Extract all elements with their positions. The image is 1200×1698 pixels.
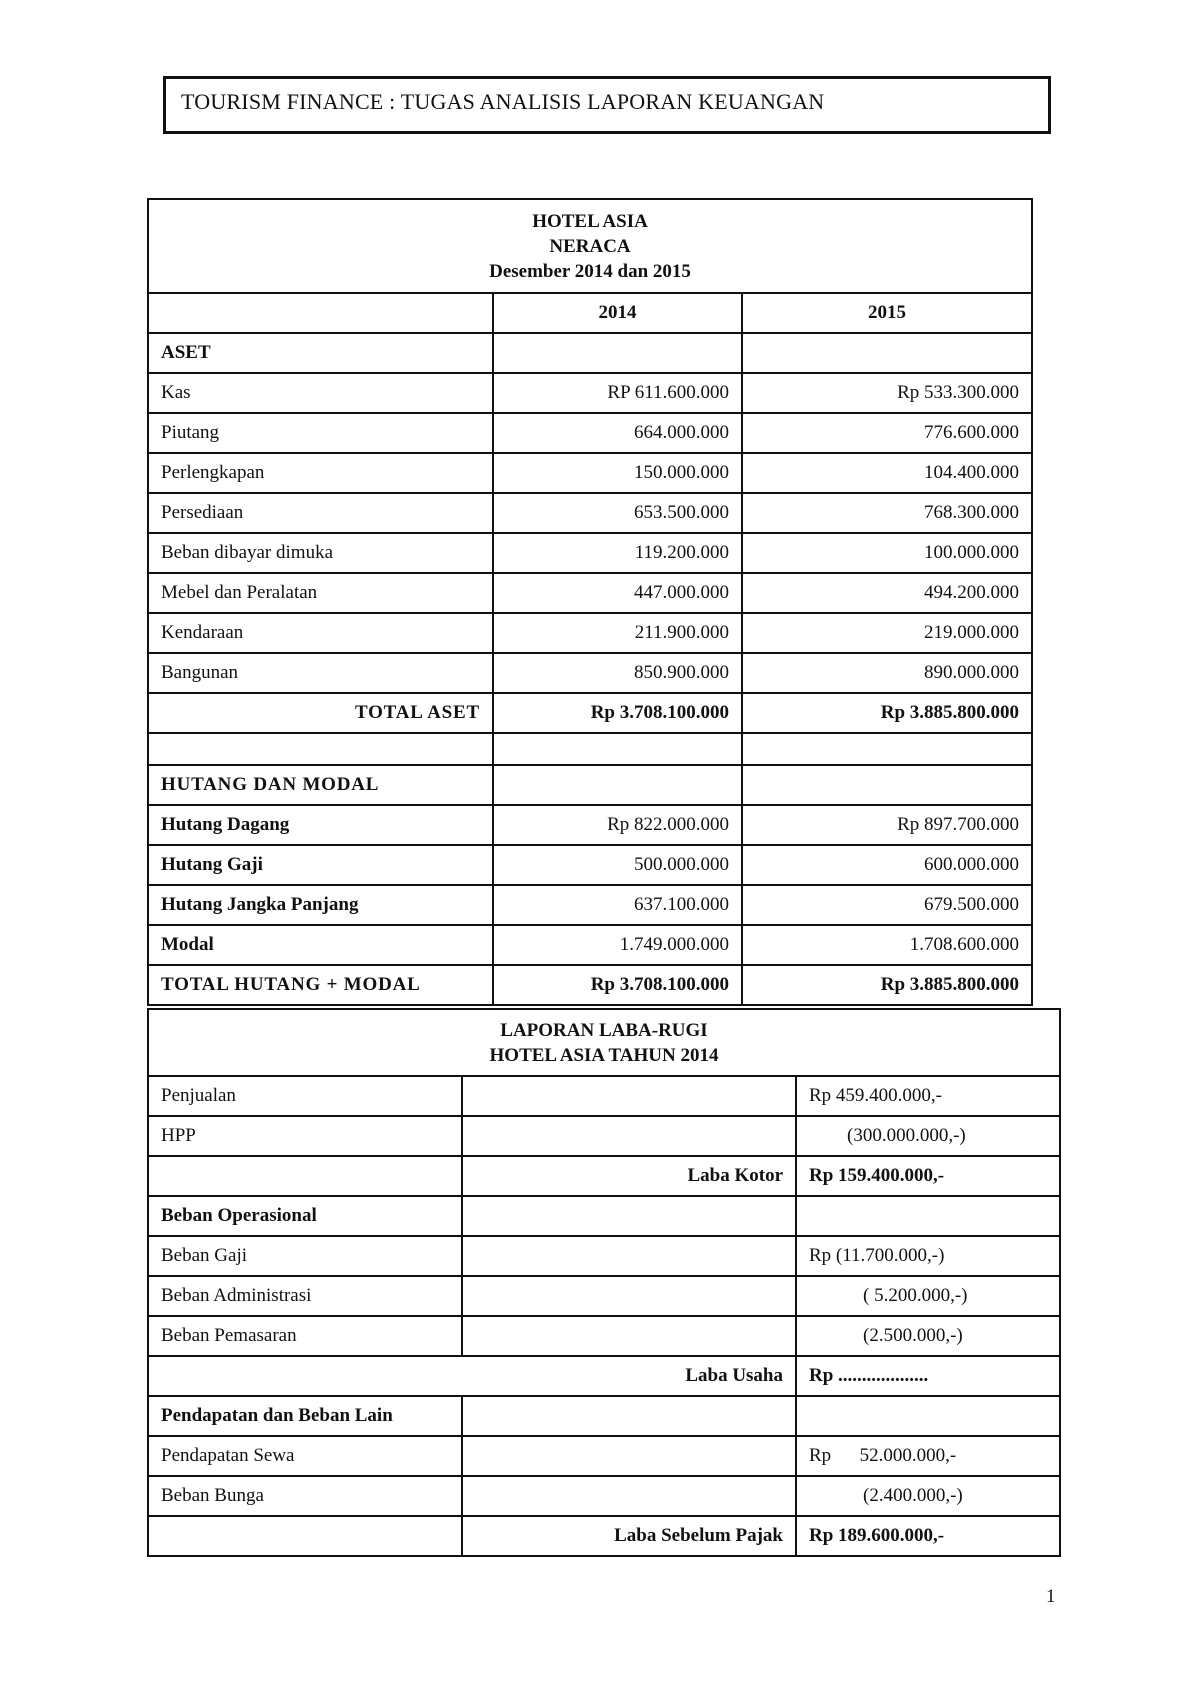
balance-sheet-heading bbox=[148, 199, 1032, 293]
value-2015: 100.000.000 bbox=[742, 533, 1032, 573]
value-2015: Rp 897.700.000 bbox=[742, 805, 1032, 845]
table-row bbox=[148, 1236, 1060, 1276]
value-2014: RP 611.600.000 bbox=[493, 373, 742, 413]
table-row bbox=[148, 845, 1032, 885]
empty-cell bbox=[462, 1476, 796, 1516]
empty-cell bbox=[742, 733, 1032, 765]
value-2015: 768.300.000 bbox=[742, 493, 1032, 533]
row-label: Beban Pemasaran bbox=[148, 1316, 462, 1356]
row-label: Beban dibayar dimuka bbox=[148, 533, 493, 573]
table-row bbox=[148, 413, 1032, 453]
table-row bbox=[148, 1476, 1060, 1516]
statement-period: Desember 2014 dan 2015 bbox=[489, 260, 691, 282]
table-row bbox=[148, 653, 1032, 693]
empty-cell bbox=[148, 1516, 462, 1556]
row-label: Penjualan bbox=[148, 1076, 462, 1116]
value-2015: 776.600.000 bbox=[742, 413, 1032, 453]
row-label: Kendaraan bbox=[148, 613, 493, 653]
value-2015: 600.000.000 bbox=[742, 845, 1032, 885]
subtotal-value: Rp 189.600.000,- bbox=[796, 1516, 1060, 1556]
section-row bbox=[148, 1196, 1060, 1236]
table-row bbox=[148, 925, 1032, 965]
row-label: Modal bbox=[148, 925, 493, 965]
total-hutang-row bbox=[148, 965, 1032, 1005]
value-2014: 1.749.000.000 bbox=[493, 925, 742, 965]
section-label: HUTANG DAN MODAL bbox=[148, 765, 493, 805]
spacer-row bbox=[148, 733, 1032, 765]
value-2015: 219.000.000 bbox=[742, 613, 1032, 653]
table-row bbox=[148, 453, 1032, 493]
company-name: HOTEL ASIA bbox=[532, 210, 648, 232]
empty-cell bbox=[493, 733, 742, 765]
empty-cell bbox=[148, 293, 493, 333]
column-2014: 2014 bbox=[493, 293, 742, 333]
value-2014: 119.200.000 bbox=[493, 533, 742, 573]
value-2015: 890.000.000 bbox=[742, 653, 1032, 693]
row-label: Hutang Dagang bbox=[148, 805, 493, 845]
value-2014: 637.100.000 bbox=[493, 885, 742, 925]
income-statement-header bbox=[148, 1009, 1060, 1076]
row-value: Rp (11.700.000,-) bbox=[796, 1236, 1060, 1276]
empty-cell bbox=[462, 1276, 796, 1316]
statement-title: LAPORAN LABA-RUGI bbox=[500, 1019, 708, 1041]
section-row-hutang bbox=[148, 765, 1032, 805]
empty-cell bbox=[462, 1076, 796, 1116]
subtotal-label: Laba Usaha bbox=[148, 1356, 796, 1396]
empty-cell bbox=[742, 333, 1032, 373]
section-label: Pendapatan dan Beban Lain bbox=[148, 1396, 462, 1436]
value-2015: 104.400.000 bbox=[742, 453, 1032, 493]
row-label: Hutang Jangka Panjang bbox=[148, 885, 493, 925]
income-statement-table bbox=[147, 1008, 1061, 1557]
value-2014: 211.900.000 bbox=[493, 613, 742, 653]
subtotal-row bbox=[148, 1516, 1060, 1556]
page-number: 1 bbox=[1046, 1586, 1056, 1607]
subtotal-value: Rp 159.400.000,- bbox=[796, 1156, 1060, 1196]
row-value: ( 5.200.000,-) bbox=[796, 1276, 1060, 1316]
table-row bbox=[148, 1316, 1060, 1356]
value-2014: 653.500.000 bbox=[493, 493, 742, 533]
value-2014: 150.000.000 bbox=[493, 453, 742, 493]
row-label: Piutang bbox=[148, 413, 493, 453]
value-2014: 500.000.000 bbox=[493, 845, 742, 885]
empty-cell bbox=[462, 1196, 796, 1236]
row-label: Beban Bunga bbox=[148, 1476, 462, 1516]
table-row bbox=[148, 533, 1032, 573]
row-label: Mebel dan Peralatan bbox=[148, 573, 493, 613]
empty-cell bbox=[148, 1156, 462, 1196]
statement-subtitle: HOTEL ASIA TAHUN 2014 bbox=[489, 1044, 719, 1066]
table-row bbox=[148, 1436, 1060, 1476]
row-value: (2.400.000,-) bbox=[796, 1476, 1060, 1516]
table-row bbox=[148, 373, 1032, 413]
subtotal-row bbox=[148, 1156, 1060, 1196]
row-label: Perlengkapan bbox=[148, 453, 493, 493]
balance-sheet-header bbox=[148, 199, 1032, 293]
table-row bbox=[148, 1276, 1060, 1316]
row-label: Hutang Gaji bbox=[148, 845, 493, 885]
section-label: ASET bbox=[148, 333, 493, 373]
empty-cell bbox=[796, 1196, 1060, 1236]
value-2015: 679.500.000 bbox=[742, 885, 1032, 925]
subtotal-label: Laba Kotor bbox=[462, 1156, 796, 1196]
total-value-2015: Rp 3.885.800.000 bbox=[742, 693, 1032, 733]
total-label: TOTAL ASET bbox=[148, 693, 493, 733]
total-value-2015: Rp 3.885.800.000 bbox=[742, 965, 1032, 1005]
value-2015: Rp 533.300.000 bbox=[742, 373, 1032, 413]
row-value: (300.000.000,-) bbox=[796, 1116, 1060, 1156]
row-label: Beban Administrasi bbox=[148, 1276, 462, 1316]
total-value-2014: Rp 3.708.100.000 bbox=[493, 965, 742, 1005]
value-2014: Rp 822.000.000 bbox=[493, 805, 742, 845]
year-header-row bbox=[148, 293, 1032, 333]
document-title: TOURISM FINANCE : TUGAS ANALISIS LAPORAN KEUANGAN bbox=[163, 76, 1051, 134]
empty-cell bbox=[742, 765, 1032, 805]
row-label: Beban Gaji bbox=[148, 1236, 462, 1276]
empty-cell bbox=[462, 1436, 796, 1476]
total-value-2014: Rp 3.708.100.000 bbox=[493, 693, 742, 733]
empty-cell bbox=[493, 333, 742, 373]
value-2015: 494.200.000 bbox=[742, 573, 1032, 613]
row-label: Pendapatan Sewa bbox=[148, 1436, 462, 1476]
income-statement-heading bbox=[148, 1009, 1060, 1076]
subtotal-row bbox=[148, 1356, 1060, 1396]
empty-cell bbox=[462, 1316, 796, 1356]
row-label: Persediaan bbox=[148, 493, 493, 533]
row-label: Kas bbox=[148, 373, 493, 413]
value-2014: 447.000.000 bbox=[493, 573, 742, 613]
value-2014: 850.900.000 bbox=[493, 653, 742, 693]
table-row bbox=[148, 885, 1032, 925]
value-2014: 664.000.000 bbox=[493, 413, 742, 453]
column-2015: 2015 bbox=[742, 293, 1032, 333]
total-label: TOTAL HUTANG + MODAL bbox=[148, 965, 493, 1005]
balance-sheet-table bbox=[147, 198, 1033, 1006]
subtotal-label: Laba Sebelum Pajak bbox=[462, 1516, 796, 1556]
row-value: (2.500.000,-) bbox=[796, 1316, 1060, 1356]
table-row bbox=[148, 1076, 1060, 1116]
empty-cell bbox=[462, 1116, 796, 1156]
empty-cell bbox=[462, 1236, 796, 1276]
value-2015: 1.708.600.000 bbox=[742, 925, 1032, 965]
total-aset-row bbox=[148, 693, 1032, 733]
row-value: Rp 52.000.000,- bbox=[796, 1436, 1060, 1476]
table-row bbox=[148, 613, 1032, 653]
section-row bbox=[148, 1396, 1060, 1436]
empty-cell bbox=[462, 1396, 796, 1436]
row-value: Rp 459.400.000,- bbox=[796, 1076, 1060, 1116]
subtotal-value: Rp ................... bbox=[796, 1356, 1060, 1396]
empty-cell bbox=[796, 1396, 1060, 1436]
row-label: Bangunan bbox=[148, 653, 493, 693]
row-label: HPP bbox=[148, 1116, 462, 1156]
table-row bbox=[148, 573, 1032, 613]
section-row-aset bbox=[148, 333, 1032, 373]
empty-cell bbox=[493, 765, 742, 805]
statement-title: NERACA bbox=[549, 235, 631, 257]
table-row bbox=[148, 805, 1032, 845]
empty-cell bbox=[148, 733, 493, 765]
table-row bbox=[148, 1116, 1060, 1156]
section-label: Beban Operasional bbox=[148, 1196, 462, 1236]
table-row bbox=[148, 493, 1032, 533]
